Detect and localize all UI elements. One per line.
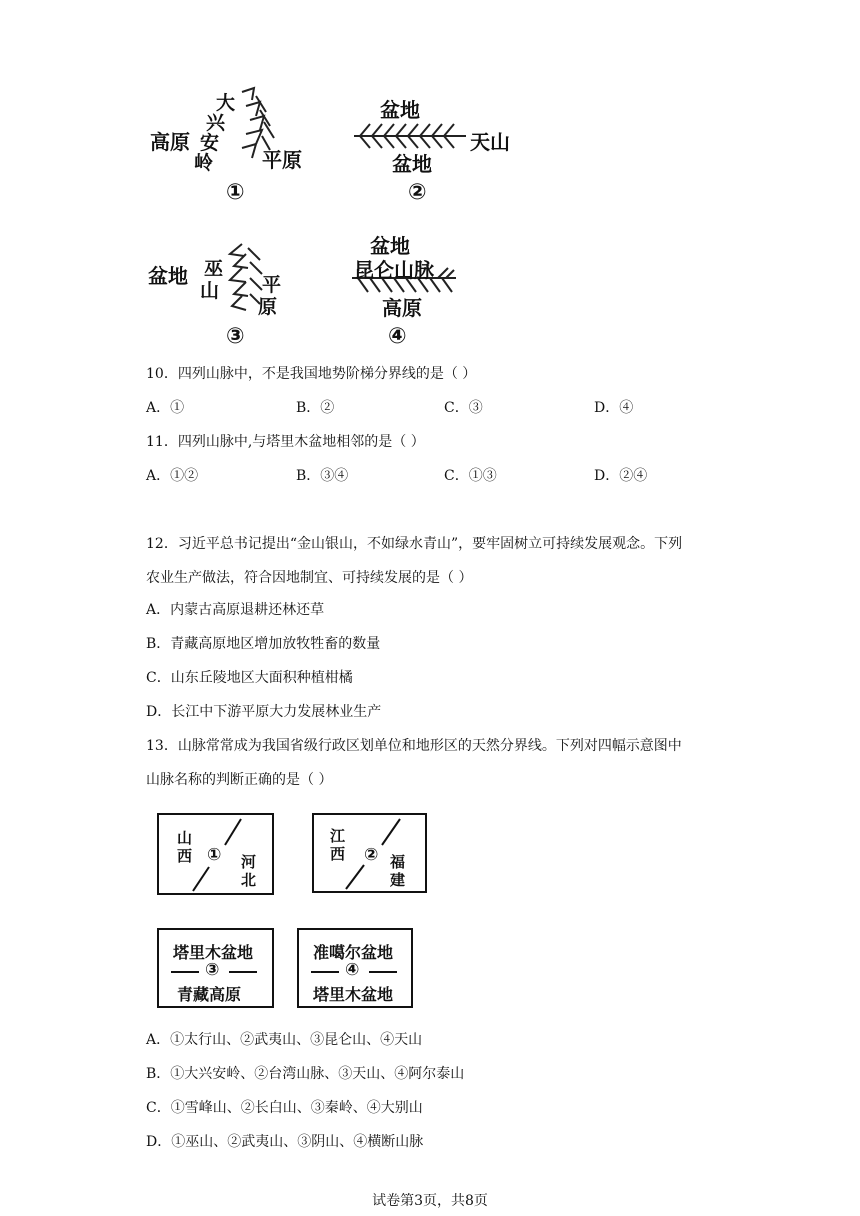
province-label: 西: [177, 847, 193, 865]
terrain-label-right: 平原: [262, 148, 302, 172]
q12-option-b[interactable]: B．青藏高原地区增加放牧牲畜的数量: [146, 636, 381, 652]
terrain-label-char: 原: [258, 296, 278, 318]
q11-option-a[interactable]: A．①②: [146, 468, 199, 484]
map-box-3: [157, 928, 274, 1008]
page-footer: 试卷第3页，共8页: [372, 1193, 488, 1209]
divider-line: [311, 971, 339, 973]
terrain-label-left: 高原: [150, 130, 190, 154]
box-number: ③: [205, 960, 220, 980]
mountain-label: 昆仑山脉: [354, 258, 434, 282]
mountain-label: 天山: [470, 130, 510, 154]
question-12-line-2: 农业生产做法，符合因地制宜、可持续发展的是（ ）: [146, 570, 473, 586]
map-box-4: [297, 928, 413, 1008]
terrain-label-char: 平: [262, 274, 282, 296]
terrain-label-top: 盆地: [370, 234, 410, 258]
q10-option-a[interactable]: A．①: [146, 400, 185, 416]
q13-option-b[interactable]: B．①大兴安岭、②台湾山脉、③天山、④阿尔泰山: [146, 1066, 465, 1082]
divider-line: [229, 971, 257, 973]
terrain-label-bottom: 青藏高原: [177, 985, 242, 1004]
q10-option-d[interactable]: D．④: [594, 400, 634, 416]
province-label: 北: [241, 871, 257, 889]
province-label: 江: [330, 827, 346, 845]
province-label: 建: [390, 871, 406, 889]
figure-number: ③: [226, 324, 245, 349]
box-number: ④: [345, 960, 360, 980]
mountain-label-char: 山: [200, 280, 220, 302]
question-13-line-1: 13．山脉常常成为我国省级行政区划单位和地形区的天然分界线。下列对四幅示意图中: [146, 738, 682, 754]
q13-option-d[interactable]: D．①巫山、②武夷山、③阴山、④横断山脉: [146, 1134, 424, 1150]
terrain-label-bottom: 盆地: [392, 152, 432, 176]
box-number: ②: [364, 845, 379, 865]
terrain-label-bottom: 高原: [382, 296, 422, 320]
q12-option-c[interactable]: C．山东丘陵地区大面积种植柑橘: [146, 670, 353, 686]
question-12-line-1: 12．习近平总书记提出“金山银山，不如绿水青山”，要牢固树立可持续发展观念。下列: [146, 536, 683, 552]
terrain-label-top: 准噶尔盆地: [313, 943, 394, 962]
q11-option-c[interactable]: C．①③: [444, 468, 497, 484]
mountain-label-char: 巫: [204, 258, 224, 280]
terrain-label-bottom: 塔里木盆地: [313, 985, 394, 1004]
province-label: 西: [330, 845, 346, 863]
q12-option-d[interactable]: D．长江中下游平原大力发展林业生产: [146, 704, 382, 720]
question-11: 11．四列山脉中,与塔里木盆地相邻的是（ ）: [146, 434, 425, 450]
question-10: 10．四列山脉中，不是我国地势阶梯分界线的是（ ）: [146, 366, 477, 382]
terrain-label-top: 盆地: [380, 98, 420, 122]
mountain-label-char: 安: [200, 132, 220, 154]
province-label: 河: [241, 853, 257, 871]
terrain-label-top: 塔里木盆地: [173, 943, 254, 962]
map-box-1: [157, 813, 274, 895]
mountain-label-char: 岭: [194, 152, 214, 174]
q10-option-c[interactable]: C．③: [444, 400, 483, 416]
q13-option-c[interactable]: C．①雪峰山、②长白山、③秦岭、④大别山: [146, 1100, 423, 1116]
province-label: 福: [390, 853, 406, 871]
terrain-label-left: 盆地: [148, 264, 188, 288]
q11-option-d[interactable]: D．②④: [594, 468, 648, 484]
figure-number: ①: [226, 180, 245, 205]
figure-number: ④: [388, 324, 407, 349]
q11-option-b[interactable]: B．③④: [296, 468, 349, 484]
divider-line: [171, 971, 199, 973]
question-13-line-2: 山脉名称的判断正确的是（ ）: [146, 772, 333, 788]
mountain-label-char: 兴: [206, 112, 226, 134]
mountain-label-char: 大: [216, 92, 236, 114]
figure-number: ②: [408, 180, 427, 205]
province-label: 山: [177, 829, 193, 847]
box-number: ①: [207, 845, 222, 865]
q13-option-a[interactable]: A．①太行山、②武夷山、③昆仑山、④天山: [146, 1032, 423, 1048]
map-box-2: [312, 813, 427, 893]
divider-line: [369, 971, 397, 973]
q10-option-b[interactable]: B．②: [296, 400, 335, 416]
q12-option-a[interactable]: A．内蒙古高原退耕还林还草: [146, 602, 325, 618]
